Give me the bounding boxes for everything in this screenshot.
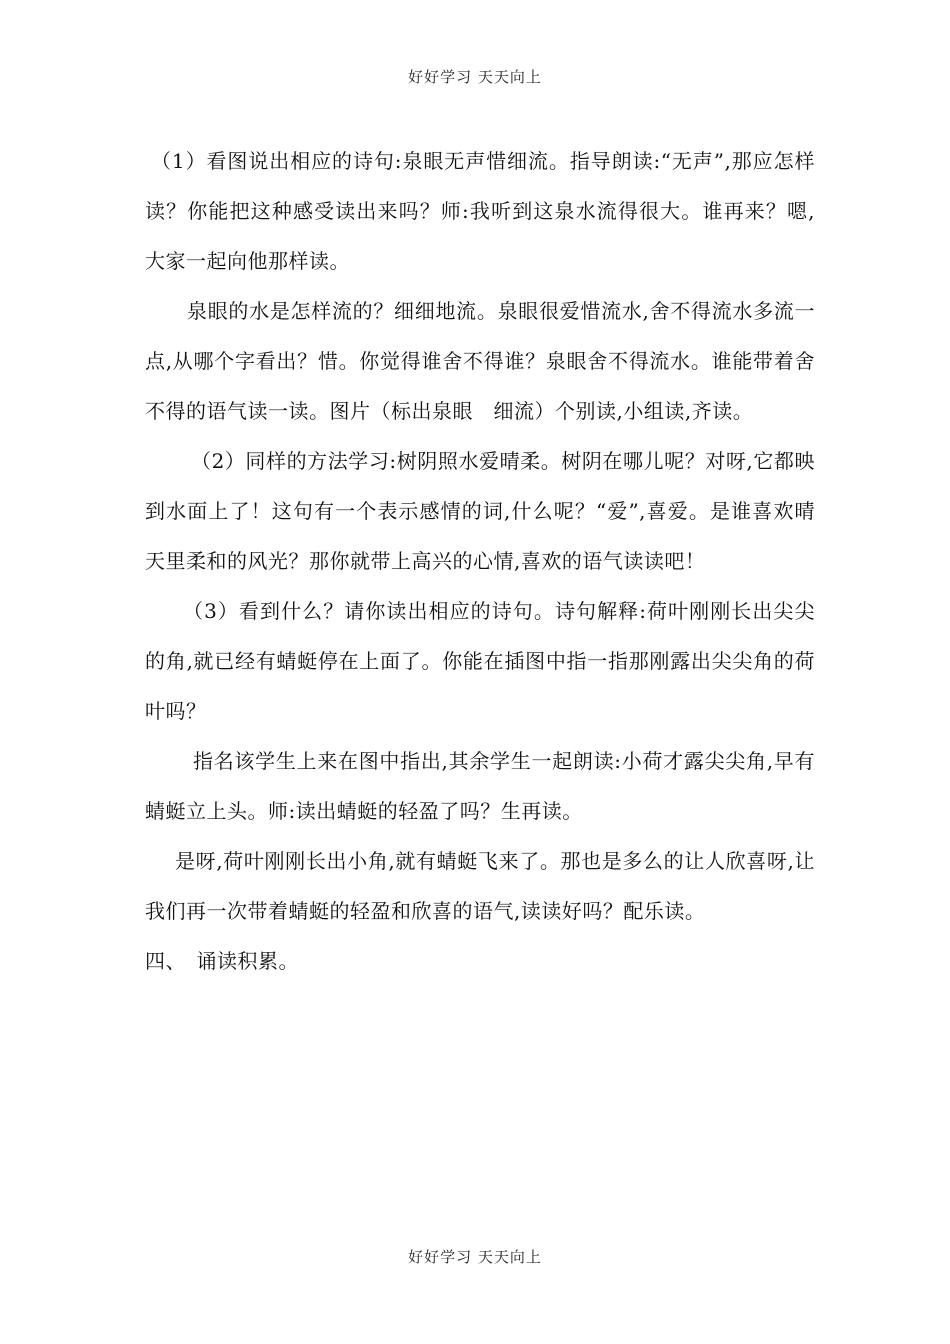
page-header: 好好学习 天天向上: [408, 68, 542, 86]
paragraph-3: （2）同样的方法学习:树阴照水爱晴柔。树阴在哪儿呢？对呀,它都映到水面上了！这句有一个表示感情的词,什么呢？“爱”,喜爱。是谁喜欢晴天里柔和的风光？那你就带上高兴的心情,喜欢的语气读读吧！: [145, 449, 815, 573]
page-footer: 好好学习 天天向上: [408, 1248, 542, 1266]
document-body: [145, 136, 815, 986]
paragraph-6: 是呀,荷叶刚刚长出小角,就有蜻蜓飞来了。那也是多么的让人欣喜呀,让我们再一次带着蜻蜓的轻盈和欣喜的语气,读读好吗？配乐读。: [145, 849, 815, 923]
paragraph-2: 泉眼的水是怎样流的？细细地流。泉眼很爱惜流水,舍不得流水多流一点,从哪个字看出？惜。你觉得谁舍不得谁？泉眼舍不得流水。谁能带着舍不得的语气读一读。图片（标出泉眼 细流）个别读,小组读,齐读。: [145, 299, 815, 423]
paragraph-5: 指名该学生上来在图中指出,其余学生一起朗读:小荷才露尖尖角,早有蜻蜓立上头。师:读出蜻蜓的轻盈了吗？生再读。: [145, 749, 815, 823]
paragraph-1: （1）看图说出相应的诗句:泉眼无声惜细流。指导朗读:“无声”,那应怎样读？你能把这种感受读出来吗？师:我听到这泉水流得很大。谁再来？嗯,大家一起向他那样读。: [145, 149, 815, 273]
section-heading-4: 四、 诵读积累。: [145, 949, 299, 973]
paragraph-4: （3）看到什么？请你读出相应的诗句。诗句解释:荷叶刚刚长出尖尖的角,就已经有蜻蜓停在上面了。你能在插图中指一指那刚露出尖尖角的荷叶吗？: [145, 599, 815, 723]
